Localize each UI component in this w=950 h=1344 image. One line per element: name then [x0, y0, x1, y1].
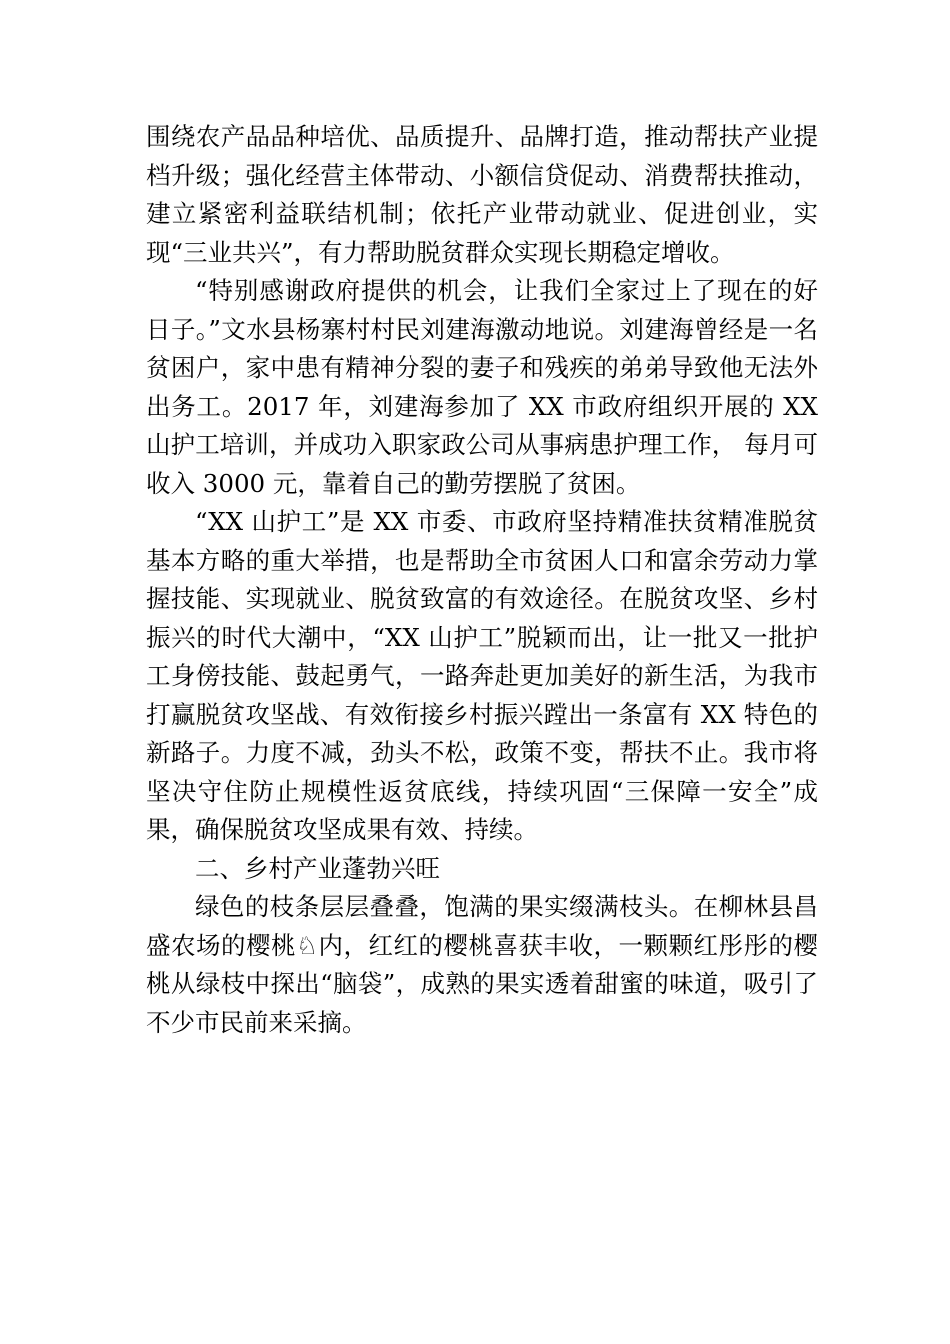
paragraph-industry-upgrade: 围绕农产品品种培优、品质提升、品牌打造，推动帮扶产业提档升级；强化经营主体带动、小额信贷促动、消费帮扶推动，建立紧密利益联结机制；依托产业带动就业、促进创业，实现“三业共兴”，有力帮助脱贫群众实现长期稳定增收。 — [146, 122, 818, 267]
paragraph-caregiver-program: “XX 山护工”是 XX 市委、市政府坚持精准扶贫精准脱贫基本方略的重大举措，也是帮助全市贫困人口和富余劳动力掌握技能、实现就业、脱贫致富的有效途径。在脱贫攻坚、乡村振兴的时代大潮中，“XX 山护工”脱颖而出，让一批又一批护工身傍技能、鼓起勇气，一路奔赴更加美好的新生活，为我市打赢脱贫攻坚战、有效衔接乡村振兴蹚出一条富有 XX 特色的新路子。力度不减，劲头不松，政策不变，帮扶不止。我市将坚决守住防止规模性返贫底线，持续巩固“三保障一安全”成果，确保脱贫攻坚成果有效、持续。 — [146, 507, 818, 844]
section-heading-rural-industry: 二、乡村产业蓬勃兴旺 — [195, 853, 440, 883]
paragraph-cherry-harvest: 绿色的枝条层层叠叠，饱满的果实缀满枝头。在柳林县昌盛农场的樱桃♘内，红红的樱桃喜获丰收，一颗颗红彤彤的樱桃从绿枝中探出“脑袋”，成熟的果实透着甜蜜的味道，吸引了不少市民前来采摘。 — [146, 892, 818, 1037]
paragraph-liu-jianhai-story: “特别感谢政府提供的机会，让我们全家过上了现在的好日子。”文水县杨寨村村民刘建海激动地说。刘建海曾经是一名贫困户，家中患有精神分裂的妻子和残疾的弟弟导致他无法外出务工。2017 年，刘建海参加了 XX 市政府组织开展的 XX 山护工培训，并成功入职家政公司从事病患护理工作， 每月可收入 3000 元，靠着自己的勤劳摆脱了贫困。 — [146, 276, 818, 498]
document-body — [146, 118, 818, 1042]
